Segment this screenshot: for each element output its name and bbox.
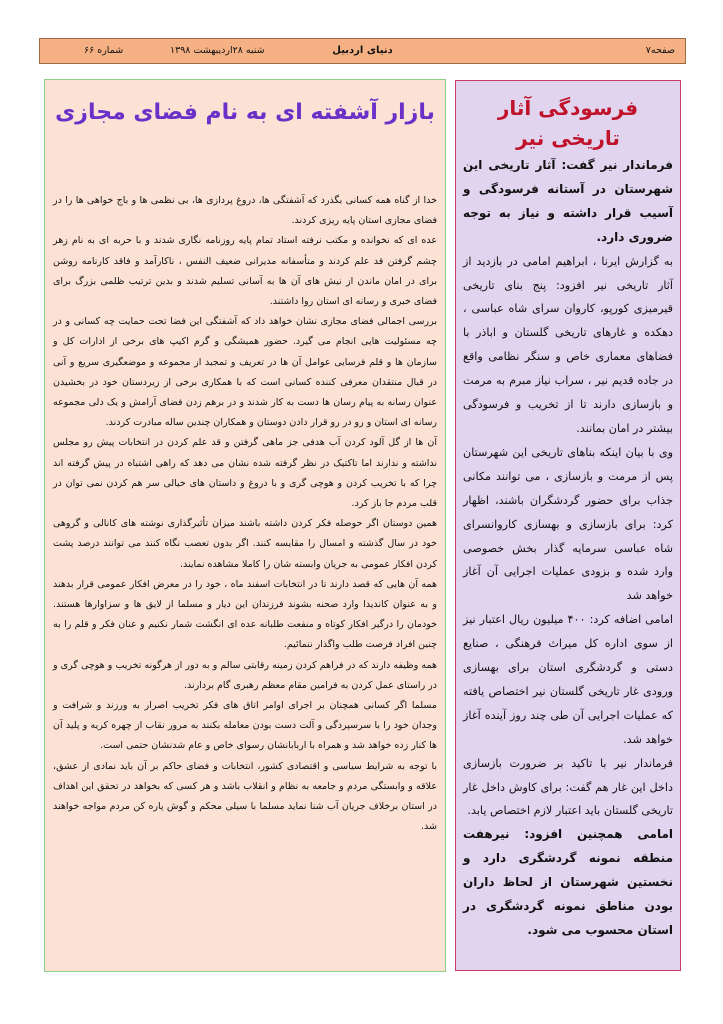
left-article-paragraph: خدا از گناه همه کسانی بگذرد که آشفتگی ها، دروغ پردازی ها، بی نظمی ها و باج خواهی ها را در فضای مجازی استان پایه ریزی کردند. — [53, 195, 437, 227]
left-article — [44, 79, 446, 972]
left-article-paragraph: مسلما اگر کسانی همچنان بر اجرای اوامر اتاق های فکر تخریب اصرار به ورزند و شرافت و وجدان خود را با سرسپردگی و آلت دست بودن معامله بکنند به مرور نقاب از چهره کریه و پلید آن ها کنار زده خواهد شد و همراه با اربابانشان رسوای خاص و عام شدنشان حتمی است. — [53, 700, 437, 752]
left-article-paragraph: همه وظیفه دارند که در فراهم کردن زمینه رقابتی سالم و به دور از هرگونه تخریب و هوچی گری و در راستای عمل کردن به فرامین مقام معظم رهبری گام بردارند. — [53, 659, 437, 691]
right-article-paragraph: امامی اضافه کرد: ۴۰۰ میلیون ریال اعتبار نیز از سوی اداره کل میراث فرهنگی ، صنایع دستی و گردشگری استان برای بهسازی ورودی غار تاریخی گلستان نیر اختصاص یافته که عملیات اجرایی آن طی چند روز آینده آغاز خواهد شد. — [463, 613, 674, 746]
issue-date: شنبه ۲۸اردیبهشت ۱۳۹۸ — [170, 45, 265, 56]
left-article-paragraph: همین دوستان اگر حوصله فکر کردن داشته باشند میزان تأثیرگذاری نوشته های کانالی و گروهی خود در سال گذشته و امسال را مقایسه کنند. اگر بدون تعصب نگاه کنند می توانند درصد پشت کردن افکار عمومی به جریان وابسته شان را کاملا مشاهده نمایند. — [53, 518, 437, 570]
right-article-lead: فرماندار نیر گفت: آثار تاریخی این شهرستان در آستانه فرسودگی و آسیب قرار داشته و نیاز به توجه ضروری دارد. — [463, 158, 673, 244]
left-article-paragraph: با توجه به شرایط سیاسی و اقتصادی کشور، انتخابات و فضای حاکم بر آن باید نمادی از عشق، علاقه و وابستگی مردم و جامعه به نظام و انقلاب باشد و هر کسی که بخواهد در تحقق این اهداف در استان برخلاف جریان آب شنا نماید مسلما با سیلی محکم و گوش پاره کن مردم مواجه خواهند شد. — [53, 760, 437, 833]
right-article-paragraph: فرماندار نیر با تاکید بر ضرورت بازسازی داخل این غار هم گفت: برای کاوش داخل غار تاریخی گلستان باید اعتبار لازم اختصاص یابد. — [463, 756, 673, 818]
right-article — [455, 80, 681, 971]
left-article-body — [53, 191, 437, 838]
left-article-paragraph: همه آن هایی که قصد دارند تا در انتخابات اسفند ماه ، خود را در معرض افکار عمومی قرار بدهند و به عنوان کاندیدا وارد صحنه بشوند فرزندان این دیار و مسلما از لایق ها و سزاوارها هستند. خودمان را درگیر افکار کوتاه و منفعت طلبانه عده ای انگشت شمار نکنیم و عنان فکر و قلم را به چنین افراد فرصت طلب واگذار ننمائیم. — [53, 578, 437, 651]
left-article-paragraph: بررسی اجمالی فضای مجازی نشان خواهد داد که آشفتگی این فضا تحت حمایت چه کسانی و در چه مسئولیت هایی انجام می گیرد. حضور همیشگی و گرم اکیپ های برخی از ادارات کل و سازمان ها و قلم فرسایی عوامل آن ها در تعریف و تمجید از مجموعه و موضعگیری سریع و آنی در قبال منتقدان معرفی کننده کسانی است که با همکاری برخی از زیردستان خود در بخشیدن عنوان رسانه به پیام رسان ها دست به کار شدند و در برهم زدن فضای آرامش و یک دلی مجموعه رسانه ای استان و رو در رو قرار دادن دوستان و همکاران چندین ساله مبادرت کردند. — [53, 316, 437, 429]
right-article-paragraph: وی با بیان اینکه بناهای تاریخی این شهرستان پس از مرمت و بازسازی ، می توانند مکانی جذاب برای حضور گردشگران باشند، اظهار کرد: برای بازسازی و بهسازی کاروانسرای شاه عباسی سرمایه گذار بخش خصوصی وارد شده و بزودی عملیات اجرایی آن آغاز خواهد شد — [463, 445, 673, 603]
right-article-paragraph: به گزارش ایرنا ، ابراهیم امامی در بازدید از آثار تاریخی نیر افزود: پنج بنای تاریخی قیرمیزی کورپو، کاروان سرای شاه عباسی ، دهکده و غارهای تاریخی گلستان و اباذر با فضاهای معماری خاص و سنگر نظامی واقع در جاده قدیم نیر ، سراب نیاز مبرم به مرمت و بازسازی دارند تا از تخریب و فرسودگی بیشتر در امان بمانند. — [463, 254, 673, 435]
newspaper-title: دنیای اردبیل — [332, 45, 393, 56]
left-article-paragraph: آن ها از گل آلود کردن آب هدفی جز ماهی گرفتن و قد علم کردن در انتخابات پیش رو مجلس نداشته و ندارند اما تاکتیک در نظر گرفته شده نشان می دهد که راهی اشتباه در پیش گرفته اند چرا که با تخریب کردن و هوچی گری و با دروغ و داستان های خیالی سر هم کردن نمی توان در قلب مردم جا باز کرد. — [53, 437, 437, 510]
issue-number: شماره ۶۶ — [84, 45, 124, 56]
right-article-body — [463, 154, 673, 943]
left-article-paragraph: عده ای که نخوانده و مکتب نرفته استاد تمام پایه روزنامه نگاری شدند و با حربه ای به نام زهر چشم گرفتن قد علم کردند و متأسفانه مدیرانی ضعیف النفس ، ناکارآمد و فاقد کارنامه روشن برای در امان ماندن از نیش های آن ها به آسانی تسلیم شدند و بدین ترتیب ظلمی بزرگ برای فضای خبری و رسانه ای استان روا داشتند. — [53, 235, 437, 308]
page-number: صفحه۷ — [645, 45, 675, 56]
right-article-title: فرسودگی آثار تاریخی نیر — [497, 96, 639, 150]
right-article-closing: امامی همچنین افزود: نیرهفت منطقه نمونه گردشگری دارد و نخستین شهرستان از لحاظ داران بودن مناطق نمونه گردشگری در استان محسوب می شود. — [463, 827, 673, 937]
page-header — [39, 38, 686, 64]
left-article-title: بازار آشفته ای به نام فضای مجازی — [55, 100, 435, 125]
